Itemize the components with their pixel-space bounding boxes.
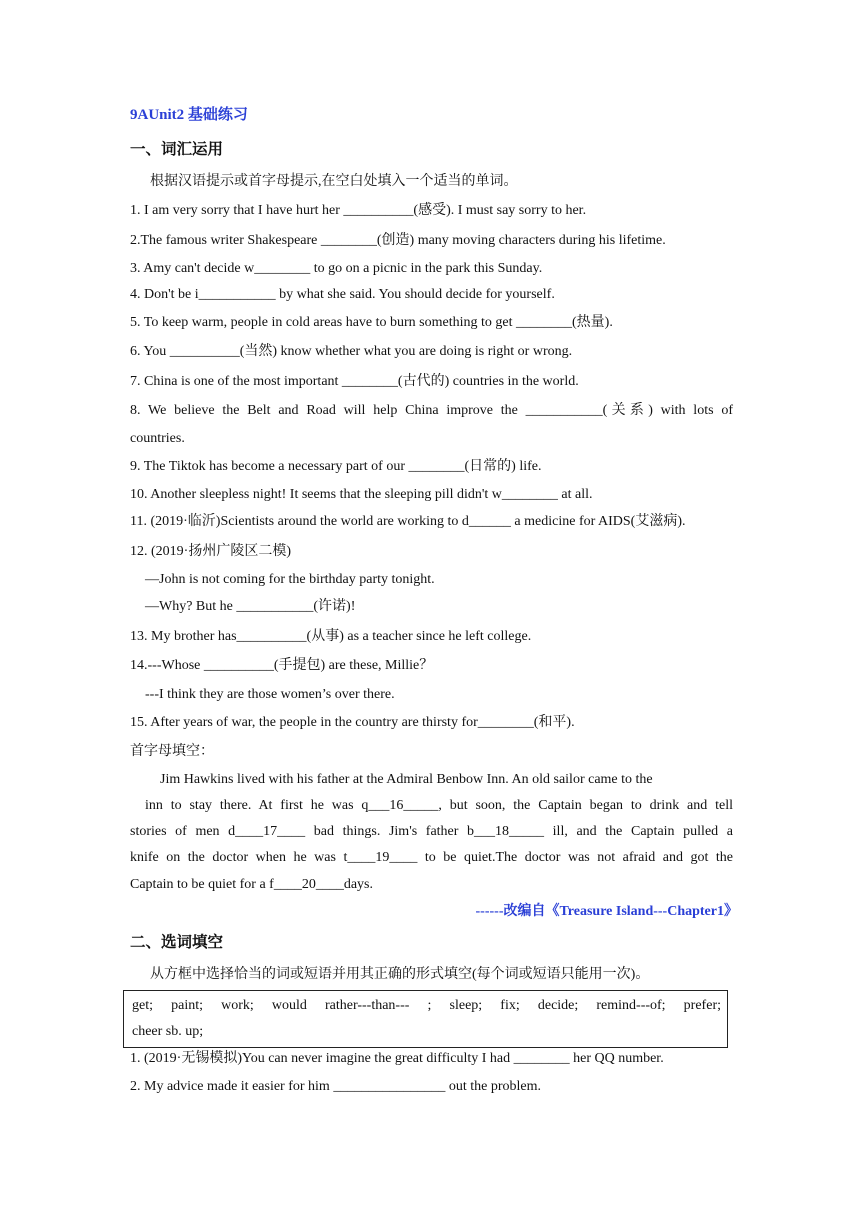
- vocab-item: 5. To keep warm, people in cold areas have to burn something to get ________(热量).: [130, 315, 613, 330]
- section1-instruction: 根据汉语提示或首字母提示,在空白处填入一个适当的单词。: [150, 174, 518, 189]
- vocab-item: 11. (2019·临沂)Scientists around the world are working to d______ a medicine for AIDS(艾滋病).: [130, 514, 686, 529]
- cloze-heading: 首字母填空：: [130, 744, 214, 759]
- word-box-line: cheer sb. up;: [132, 1024, 204, 1039]
- cloze-line: stories of men d____17____ bad things. Jim's father b___18_____ ill, and the Captain pulled a: [130, 824, 733, 839]
- section2-heading: 二、选词填空: [130, 933, 224, 951]
- vocab-item: 6. You __________(当然) know whether what you are doing is right or wrong.: [130, 344, 573, 359]
- section1-heading: 一、词汇运用: [130, 140, 224, 158]
- vocab-item: 14.---Whose __________(手提包) are these, Millie？: [130, 658, 434, 673]
- fill-item: 2. My advice made it easier for him ________________ out the problem.: [130, 1079, 541, 1094]
- vocab-item: 4. Don't be i___________ by what she said. You should decide for yourself.: [130, 287, 555, 302]
- cloze-line: Jim Hawkins lived with his father at the Admiral Benbow Inn. An old sailor came to the: [160, 772, 653, 787]
- dialogue-line: —John is not coming for the birthday party tonight.: [145, 572, 435, 587]
- vocab-item: 10. Another sleepless night! It seems that the sleeping pill didn't w________ at all.: [130, 487, 593, 502]
- vocab-item: 1. I am very sorry that I have hurt her __________(感受). I must say sorry to her.: [130, 203, 587, 218]
- vocab-item: 2.The famous writer Shakespeare ________(创造) many moving characters during his lifetime.: [130, 233, 666, 248]
- vocab-item: 3. Amy can't decide w________ to go on a picnic in the park this Sunday.: [130, 261, 543, 276]
- cloze-line: Captain to be quiet for a f____20____days.: [130, 877, 374, 892]
- section2-instruction: 从方框中选择恰当的词或短语并用其正确的形式填空(每个词或短语只能用一次)。: [150, 967, 650, 982]
- cloze-line: knife on the doctor when he was t____19____ to be quiet.The doctor was not afraid and got the: [130, 850, 733, 865]
- word-box: [123, 990, 728, 1048]
- fill-item: 1. (2019·无锡模拟)You can never imagine the great difficulty I had ________ her QQ number.: [130, 1051, 664, 1066]
- source-attribution: ------改编自《Treasure Island---Chapter1》: [475, 904, 738, 919]
- vocab-item: 12. (2019·扬州广陵区二模): [130, 544, 291, 559]
- dialogue-line: ---I think they are those women’s over there.: [145, 687, 395, 702]
- vocab-item: 15. After years of war, the people in the country are thirsty for________(和平).: [130, 715, 575, 730]
- worksheet-title: 9AUnit2 基础练习: [130, 107, 248, 123]
- cloze-line: inn to stay there. At first he was q___16_____, but soon, the Captain began to drink and tell: [145, 798, 733, 813]
- word-box-line: get; paint; work; would rather---than--- ; sleep; fix; decide; remind---of; prefer;: [132, 998, 721, 1013]
- vocab-item: 8. We believe the Belt and Road will help China improve the ___________(关系) with lots of: [130, 403, 733, 418]
- vocab-item: 9. The Tiktok has become a necessary part of our ________(日常的) life.: [130, 459, 542, 474]
- dialogue-line: —Why? But he ___________(许诺)!: [145, 599, 356, 614]
- vocab-item: 13. My brother has__________(从事) as a teacher since he left college.: [130, 629, 532, 644]
- vocab-item: 7. China is one of the most important ________(古代的) countries in the world.: [130, 374, 579, 389]
- vocab-item-continuation: countries.: [130, 431, 185, 446]
